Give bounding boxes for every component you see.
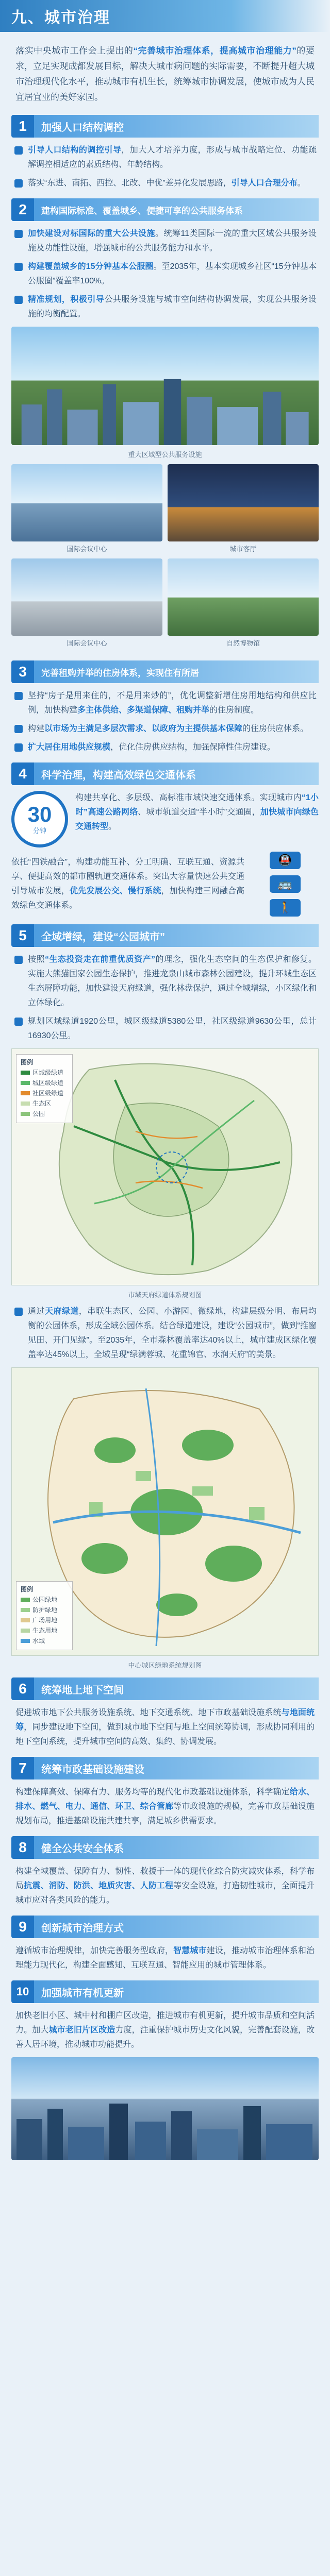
section-7-text bbox=[15, 1785, 315, 1828]
section-number: 9 bbox=[11, 1916, 34, 1938]
footer-spacer bbox=[0, 2164, 330, 2180]
legend-item bbox=[21, 1068, 68, 1077]
text: 。至2035年，基本实现城乡社区“15分钟基本公服圈”覆盖率100%。 bbox=[28, 262, 317, 285]
text: 规划区域绿道1920公里，城区级绿道5380公里，社区级绿道9630公里，总计16930公里。 bbox=[28, 1017, 317, 1040]
section-3-list bbox=[13, 689, 317, 755]
photo-cell bbox=[168, 464, 319, 558]
list-item bbox=[13, 260, 317, 289]
list-item bbox=[13, 740, 317, 755]
text: 构建保障高效、保障有力、服务均等的现代化市政基础设施体系，科学确定 bbox=[15, 1788, 290, 1797]
legend-label: 防护绿地 bbox=[32, 1606, 58, 1614]
bullet-icon bbox=[14, 1308, 23, 1316]
section-heading-6 bbox=[11, 1677, 319, 1701]
list-item bbox=[13, 143, 317, 172]
bullet-icon bbox=[14, 692, 23, 700]
highlight: 优先发展公交、慢行系统 bbox=[70, 887, 161, 895]
walk-icon: 🚶 bbox=[270, 899, 301, 917]
highlight: 天府绿道 bbox=[44, 1307, 79, 1316]
legend-swatch bbox=[21, 1639, 30, 1643]
list-item bbox=[13, 227, 317, 256]
thirty-number: 30 bbox=[27, 802, 52, 826]
photo-caption: 自然博物馆 bbox=[226, 639, 260, 647]
legend-label: 广场用地 bbox=[32, 1617, 58, 1624]
highlight: 给水、排水、燃气、电力、通信、环卫、综合管廊 bbox=[15, 1788, 315, 1811]
text: 。统筹11类国际一流的重大区域公共服务设施及功能性设施，增强城市的公共服务能力和水平。 bbox=[28, 229, 317, 252]
photo-city-renewal bbox=[11, 2057, 319, 2160]
text: 构建共享化、多层级、高标准市域快速交通体系。实现城市内 bbox=[75, 793, 302, 802]
section-title: 统筹市政基础设施建设 bbox=[34, 1757, 319, 1780]
photo-grid-row-1 bbox=[11, 464, 319, 558]
legend-item bbox=[21, 1078, 68, 1087]
section-5-list-2 bbox=[13, 1304, 317, 1362]
section-number: 4 bbox=[11, 762, 34, 785]
photo-caption: 国际会议中心 bbox=[67, 639, 107, 647]
highlight: 精准规划，积极引导 bbox=[28, 295, 105, 304]
transit-icons bbox=[252, 852, 319, 917]
greenway-map bbox=[11, 1048, 319, 1285]
bullet-icon bbox=[14, 296, 23, 304]
highlight: 智慧城市 bbox=[173, 1946, 207, 1955]
text: 落实“东进、南拓、西控、北改、中优”差异化发展思路， bbox=[28, 179, 232, 188]
skyline-illustration bbox=[11, 374, 314, 445]
bullet-icon bbox=[14, 725, 23, 733]
section-heading-8 bbox=[11, 1836, 319, 1859]
legend-item bbox=[21, 1109, 68, 1118]
highlight: 城市老旧片区改造 bbox=[48, 2026, 116, 2035]
photo-cell bbox=[11, 464, 162, 558]
photo-convention-center bbox=[11, 464, 162, 541]
photo-caption: 重大区域型公共服务设施 bbox=[128, 451, 202, 459]
text: 加快老旧小区、城中村和棚户区改造，推进城市有机更新，提升城市品质和空间活力。加大 bbox=[15, 2011, 315, 2035]
section-title: 加强城市有机更新 bbox=[34, 1980, 319, 2003]
bullet-icon bbox=[14, 743, 23, 752]
highlight: 以市场为主满足多层次需求、以政府为主提供基本保障 bbox=[44, 724, 243, 733]
text: 、城市轨道交通“半小时”交通圈， bbox=[138, 808, 260, 817]
section-heading-1 bbox=[11, 114, 319, 138]
text: 通过 bbox=[28, 1307, 45, 1316]
section-heading-7 bbox=[11, 1756, 319, 1780]
metro-icon: 🚇 bbox=[270, 852, 301, 869]
photo-city-hall bbox=[168, 464, 319, 541]
section-number: 5 bbox=[11, 924, 34, 947]
thirty-minute-block bbox=[11, 791, 319, 848]
section-heading-2 bbox=[11, 198, 319, 222]
legend-swatch bbox=[21, 1101, 30, 1106]
bullet-icon bbox=[14, 1018, 23, 1026]
section-title: 创新城市治理方式 bbox=[34, 1916, 319, 1938]
section-title: 加强人口结构调控 bbox=[34, 115, 319, 138]
bullet-icon bbox=[14, 179, 23, 188]
section-title: 健全公共安全体系 bbox=[34, 1836, 319, 1859]
bullet-icon bbox=[14, 956, 23, 964]
highlight: “生态投资走在前重优质资产” bbox=[44, 955, 156, 964]
section-title: 统筹地上地下空间 bbox=[34, 1677, 319, 1700]
list-item bbox=[13, 176, 317, 191]
highlight: 扩大居住用地供应规模 bbox=[28, 743, 111, 752]
highlight: 与地面统筹 bbox=[15, 1708, 315, 1732]
legend-item bbox=[21, 1089, 68, 1097]
legend-label: 生态区 bbox=[32, 1100, 52, 1107]
transit-text bbox=[11, 855, 244, 913]
section-2-list bbox=[13, 227, 317, 321]
photo-caption: 国际会议中心 bbox=[67, 545, 107, 553]
section-title: 建构国际标准、覆盖城乡、便捷可享的公共服务体系 bbox=[34, 198, 319, 221]
section-6-text bbox=[15, 1706, 315, 1749]
section-heading-5 bbox=[11, 924, 319, 947]
text: ，加快构建三网融合高效绿色交通体系。 bbox=[11, 887, 244, 910]
photo-public-facilities bbox=[11, 327, 319, 445]
intro-highlight: “完善城市治理体系，提高城市治理能力” bbox=[133, 46, 296, 56]
text: 促进城市地下公共服务设施系统、地下交通系统、地下市政基础设施系统 bbox=[15, 1708, 282, 1717]
transit-row bbox=[11, 852, 319, 917]
legend-item bbox=[21, 1099, 68, 1108]
text: 依托“四铁融合”，构建功能互补、分工明确、互联互通、资源共享、便捷高效的都市圈轨道交通体系。突出大容量快速公共交通引导城市发展， bbox=[11, 858, 244, 895]
section-number: 2 bbox=[11, 198, 34, 221]
legend-label: 社区级绿道 bbox=[32, 1090, 64, 1097]
legend-swatch bbox=[21, 1081, 30, 1085]
legend-item bbox=[21, 1595, 68, 1604]
section-heading-9 bbox=[11, 1915, 319, 1939]
photo-cell bbox=[168, 558, 319, 653]
intro-text: 的要求，立足实现成都发展目标，解决大城市病问题的实际需要，不断提升超大城市治理现代化水平，推动城市有机生长，统筹城市协调发展，使城市成为人民宜居宜业的美好家园。 bbox=[15, 46, 315, 102]
legend-label: 城区级绿道 bbox=[32, 1079, 64, 1087]
section-heading-4 bbox=[11, 762, 319, 786]
legend-item bbox=[21, 1636, 68, 1645]
section-9-text bbox=[15, 1944, 315, 1973]
photo-grid-row-2 bbox=[11, 558, 319, 653]
legend-swatch bbox=[21, 1618, 30, 1622]
green-space-map bbox=[11, 1367, 319, 1656]
legend-swatch bbox=[21, 1598, 30, 1602]
section-number: 8 bbox=[11, 1836, 34, 1859]
legend-item bbox=[21, 1626, 68, 1635]
highlight: 加快建设对标国际的重大公共设施 bbox=[28, 229, 155, 238]
highlight: 抗震、消防、防洪、地质灾害、人防工程 bbox=[24, 1882, 174, 1890]
photo-natural-museum bbox=[168, 558, 319, 636]
section-number: 6 bbox=[11, 1677, 34, 1700]
photo-convention-center-2 bbox=[11, 558, 162, 636]
text: 等市政设施的规模，完善市政基础设施规划布局，推进基础设施共建共享，满足城乡供需要求。 bbox=[15, 1802, 315, 1825]
text: 构建 bbox=[28, 724, 45, 733]
section-heading-10 bbox=[11, 1980, 319, 2004]
list-item bbox=[13, 689, 317, 718]
bus-icon: 🚌 bbox=[270, 875, 301, 893]
legend-swatch bbox=[21, 1091, 30, 1095]
bullet-icon bbox=[14, 230, 23, 238]
text: 力度，注重保护城市历史文化风貌，完善配套设施，改善人居环境，推动城市功能提升。 bbox=[15, 2026, 315, 2049]
chapter-title: 九、城市治理 bbox=[11, 9, 110, 26]
section-title: 科学治理，构建高效绿色交通体系 bbox=[34, 762, 319, 785]
bullet-icon bbox=[14, 146, 23, 155]
intro-text: 落实中央城市工作会上提出的 bbox=[15, 46, 134, 56]
section-number: 3 bbox=[11, 660, 34, 683]
legend-item bbox=[21, 1616, 68, 1624]
section-5-list bbox=[13, 953, 317, 1043]
legend-swatch bbox=[21, 1608, 30, 1612]
legend-swatch bbox=[21, 1112, 30, 1116]
text: 按照 bbox=[28, 955, 45, 964]
text: 公共服务设施与城市空间结构协调发展，实现公共服务设施的均衡配置。 bbox=[28, 295, 317, 318]
text: 构建全域覆盖、保障有力、韧性、救援于一体的现代化综合防灾减灾体系，科学布局 bbox=[15, 1867, 315, 1890]
map-caption: 中心城区绿地系统规划图 bbox=[128, 1662, 202, 1669]
bullet-icon bbox=[14, 263, 23, 271]
text: 坚持“房子是用来住的，不是用来炒的”，优化调整新增住房用地结构和供应比例，加快构建 bbox=[28, 691, 317, 715]
list-item bbox=[13, 722, 317, 736]
section-title: 完善租购并举的住房体系，实现住有所居 bbox=[34, 660, 319, 683]
legend-label: 水域 bbox=[32, 1637, 45, 1645]
thirty-unit: 分钟 bbox=[32, 826, 46, 835]
highlight: “1小时”高速公路网络 bbox=[75, 793, 319, 817]
text: ，串联生态区、公园、小游园、微绿地，构建层级分明、布局均衡的公园体系，形成全域公园体系。结合绿道建设，建设“公园城市”，做到“推窗见田、开门见绿”。至2035年，全市森林覆盖率达40%以上，城市建成区绿化覆盖率达45%以上，全域呈现“绿满蓉城、花重锦官、水润天府”的美景。 bbox=[28, 1307, 317, 1359]
legend-item bbox=[21, 1605, 68, 1614]
legend-label: 公园 bbox=[32, 1110, 45, 1117]
text: 的住房供应体系。 bbox=[242, 724, 309, 733]
list-item bbox=[13, 1014, 317, 1043]
highlight: 多主体供给、多渠道保障、租购并举 bbox=[77, 706, 210, 715]
legend-title: 图例 bbox=[21, 1586, 34, 1593]
text: ，加大人才培养力度，形成与城市战略定位、功能疏解调控相适应的素质结构、年龄结构。 bbox=[28, 146, 317, 169]
chapter-header bbox=[0, 0, 330, 32]
highlight: 引导人口合理分布 bbox=[231, 179, 298, 188]
text: 的理念，强化生态空间的生态保护和修复。实施大熊猫国家公园生态保护，推进龙泉山城市森林公园建设，提升环城生态区生态屏障功能，加快建设天府绿道，强化林盘保护，通过全域增绿，小区绿化和立体绿化。 bbox=[28, 955, 317, 1007]
section-number: 7 bbox=[11, 1757, 34, 1780]
text: 建设，推动城市治理体系和治理能力现代化，构建全面感知、互联互通、智能应用的城市管理体系。 bbox=[15, 1946, 315, 1970]
intro-paragraph bbox=[15, 43, 315, 105]
legend-swatch bbox=[21, 1629, 30, 1633]
photo-caption: 城市客厅 bbox=[229, 545, 257, 553]
section-number: 1 bbox=[11, 115, 34, 138]
list-item bbox=[13, 1304, 317, 1362]
legend-label: 区域级绿道 bbox=[32, 1069, 64, 1076]
text: ，优化住房供应结构，加强保障性住房建设。 bbox=[110, 743, 276, 752]
list-item bbox=[13, 293, 317, 321]
highlight: 构建覆盖城乡的15分钟基本公服圈 bbox=[28, 262, 154, 271]
text: ，同步建设地下空间，做到城市地下空间与地上空间统筹协调，形成协同利用的地下空间系统，提升城市空间的高效、集约、协调发展。 bbox=[15, 1723, 315, 1746]
section-number: 10 bbox=[11, 1980, 34, 2003]
thirty-text bbox=[75, 791, 319, 834]
clock-icon bbox=[11, 791, 68, 848]
section-1-list bbox=[13, 143, 317, 191]
highlight: 加快城市向绿色交通转型 bbox=[75, 808, 319, 831]
section-heading-3 bbox=[11, 660, 319, 684]
text: 等安全设施，打造韧性城市，全面提升城市应对各类风险的能力。 bbox=[15, 1882, 315, 1905]
section-10-text bbox=[15, 2009, 315, 2052]
section-title: 全域增绿，建设“公园城市” bbox=[34, 924, 319, 947]
text: 的住房制度。 bbox=[209, 706, 259, 715]
map-legend bbox=[16, 1581, 73, 1650]
text: 。 bbox=[108, 822, 117, 831]
skyline-illustration bbox=[11, 2098, 319, 2160]
section-8-text bbox=[15, 1865, 315, 1908]
legend-title: 图例 bbox=[21, 1059, 34, 1066]
photo-cell bbox=[11, 558, 162, 653]
legend-label: 公园绿地 bbox=[32, 1596, 58, 1603]
map-caption: 市域天府绿道体系规划图 bbox=[128, 1291, 202, 1299]
legend-label: 生态用地 bbox=[32, 1627, 58, 1634]
map-legend bbox=[16, 1054, 73, 1123]
list-item bbox=[13, 953, 317, 1010]
legend-swatch bbox=[21, 1071, 30, 1075]
text: 。 bbox=[297, 179, 306, 188]
highlight: 引导人口结构的调控引导 bbox=[28, 146, 122, 155]
text: 遵循城市治理规律，加快完善服务型政府， bbox=[15, 1946, 174, 1955]
